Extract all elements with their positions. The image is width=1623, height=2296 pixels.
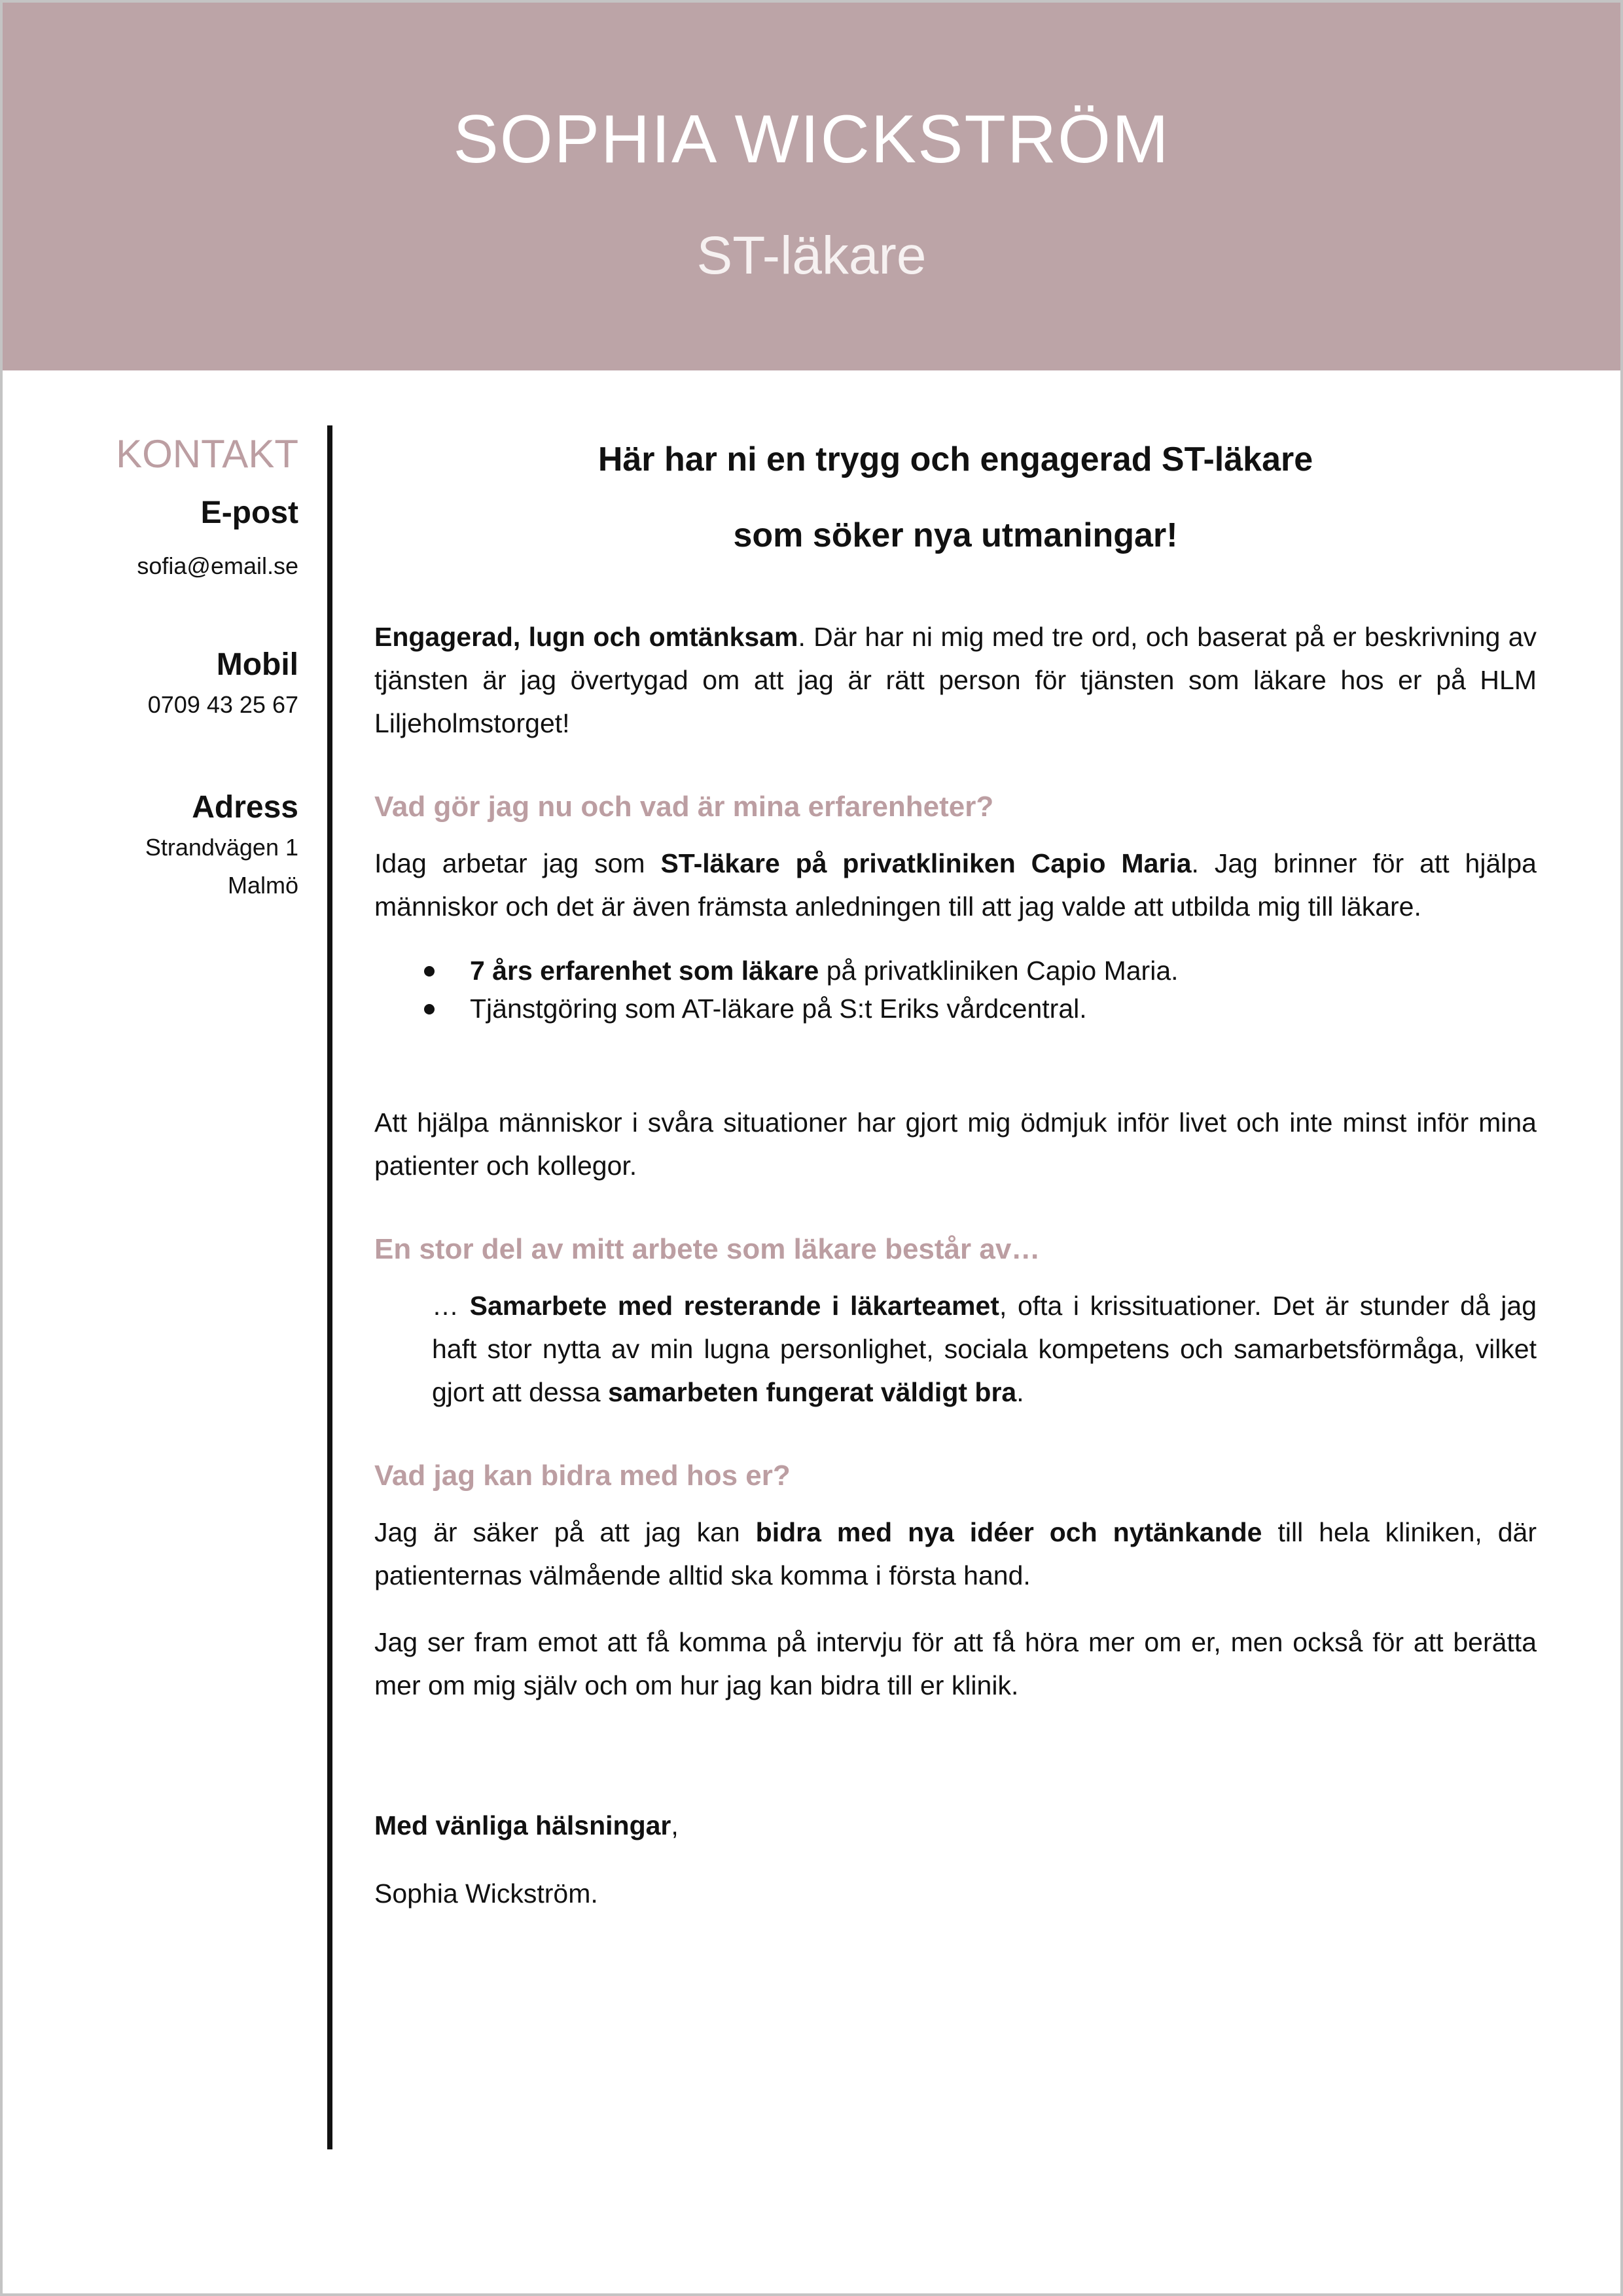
section2-bold1: Samarbete med resterande i läkarteamet [469, 1291, 999, 1321]
phone-value[interactable]: 0709 43 25 67 [147, 691, 298, 718]
headline-line1: Här har ni en trygg och engagerad ST-läkare [597, 440, 1313, 478]
signoff-comma: , [671, 1810, 679, 1840]
section3-heading: Vad jag kan bidra med hos er? [374, 1460, 791, 1492]
humble-paragraph: Att hjälpa människor i svåra situationer har gjort mig ödmjuk inför livet och inte minst inför mina patienter och kollegor. [374, 1107, 1537, 1181]
intro-text: . Där har ni mig med tre ord, och baserat på er beskrivning av tjänsten är jag övertygad om att jag är rätt person för tjänsten som läkare hos er på HLM Liljeholmstorget! [374, 622, 1537, 738]
cover-letter [374, 422, 1537, 1915]
intro-paragraph [374, 615, 1537, 745]
section2-heading: En stor del av mitt arbete som läkare består av… [374, 1233, 1041, 1265]
section3-bold: bidra med nya idéer och nytänkande [755, 1517, 1262, 1547]
section3-paragraph [374, 1511, 1537, 1597]
experience-list [374, 952, 1537, 1028]
contact-title: KONTAKT [116, 432, 298, 476]
email-value[interactable]: sofia@email.se [137, 552, 298, 579]
section2-text-end: . [1016, 1377, 1024, 1407]
section1-text-pre: Idag arbetar jag som [374, 848, 661, 878]
contact-sidebar [42, 428, 298, 905]
address-line2: Malmö [227, 872, 298, 899]
signoff [374, 1804, 1537, 1847]
section1-paragraph [374, 842, 1537, 928]
header-banner [3, 3, 1620, 370]
list-item [470, 952, 1537, 990]
address-label: Adress [192, 790, 298, 825]
section1-heading: Vad gör jag nu och vad är mina erfarenheter? [374, 791, 994, 823]
section2-text-pre: … [432, 1291, 470, 1321]
candidate-name: SOPHIA WICKSTRÖM [453, 101, 1170, 177]
section2-bold2: samarbeten fungerat väldigt bra [607, 1377, 1017, 1407]
signoff-bold: Med vänliga hälsningar [374, 1810, 671, 1840]
list-item: Tjänstgöring som AT-läkare på S:t Eriks vårdcentral. [470, 990, 1537, 1028]
section2-paragraph [374, 1284, 1537, 1414]
email-label: E-post [200, 495, 298, 530]
bullet1-text: på privatkliniken Capio Maria. [819, 956, 1179, 986]
closing-paragraph: Jag ser fram emot att få komma på intervju för att få höra mer om er, men också för att berätta mer om mig själv och om hur jag kan bidra till er klinik. [374, 1627, 1537, 1700]
intro-bold: Engagerad, lugn och omtänksam [374, 622, 798, 652]
bullet1-bold: 7 års erfarenhet som läkare [470, 956, 819, 986]
section2-text-mid: , ofta i krissituationer. Det är stunder då jag haft stor nytta av min lugna personlighet, sociala kompetens och samarbetsförmåga, vilket gjort att dessa [432, 1291, 1537, 1407]
candidate-role: ST-läkare [696, 226, 927, 285]
section1-text-post: . Jag brinner för att hjälpa människor och det är även främsta anledningen till att jag valde att utbilda mig till läkare. [374, 848, 1537, 922]
section3-text-pre: Jag är säker på att jag kan [374, 1517, 756, 1547]
address-line1: Strandvägen 1 [145, 834, 298, 861]
headline-line2: som söker nya utmaningar! [733, 516, 1178, 554]
signature-name: Sophia Wickström. [374, 1878, 598, 1909]
vertical-divider [327, 425, 332, 2149]
section1-bold: ST-läkare på privatkliniken Capio Maria [660, 848, 1192, 878]
phone-label: Mobil [216, 647, 298, 682]
section3-text-post: till hela kliniken, där patienternas välmående alltid ska komma i första hand. [374, 1517, 1537, 1590]
